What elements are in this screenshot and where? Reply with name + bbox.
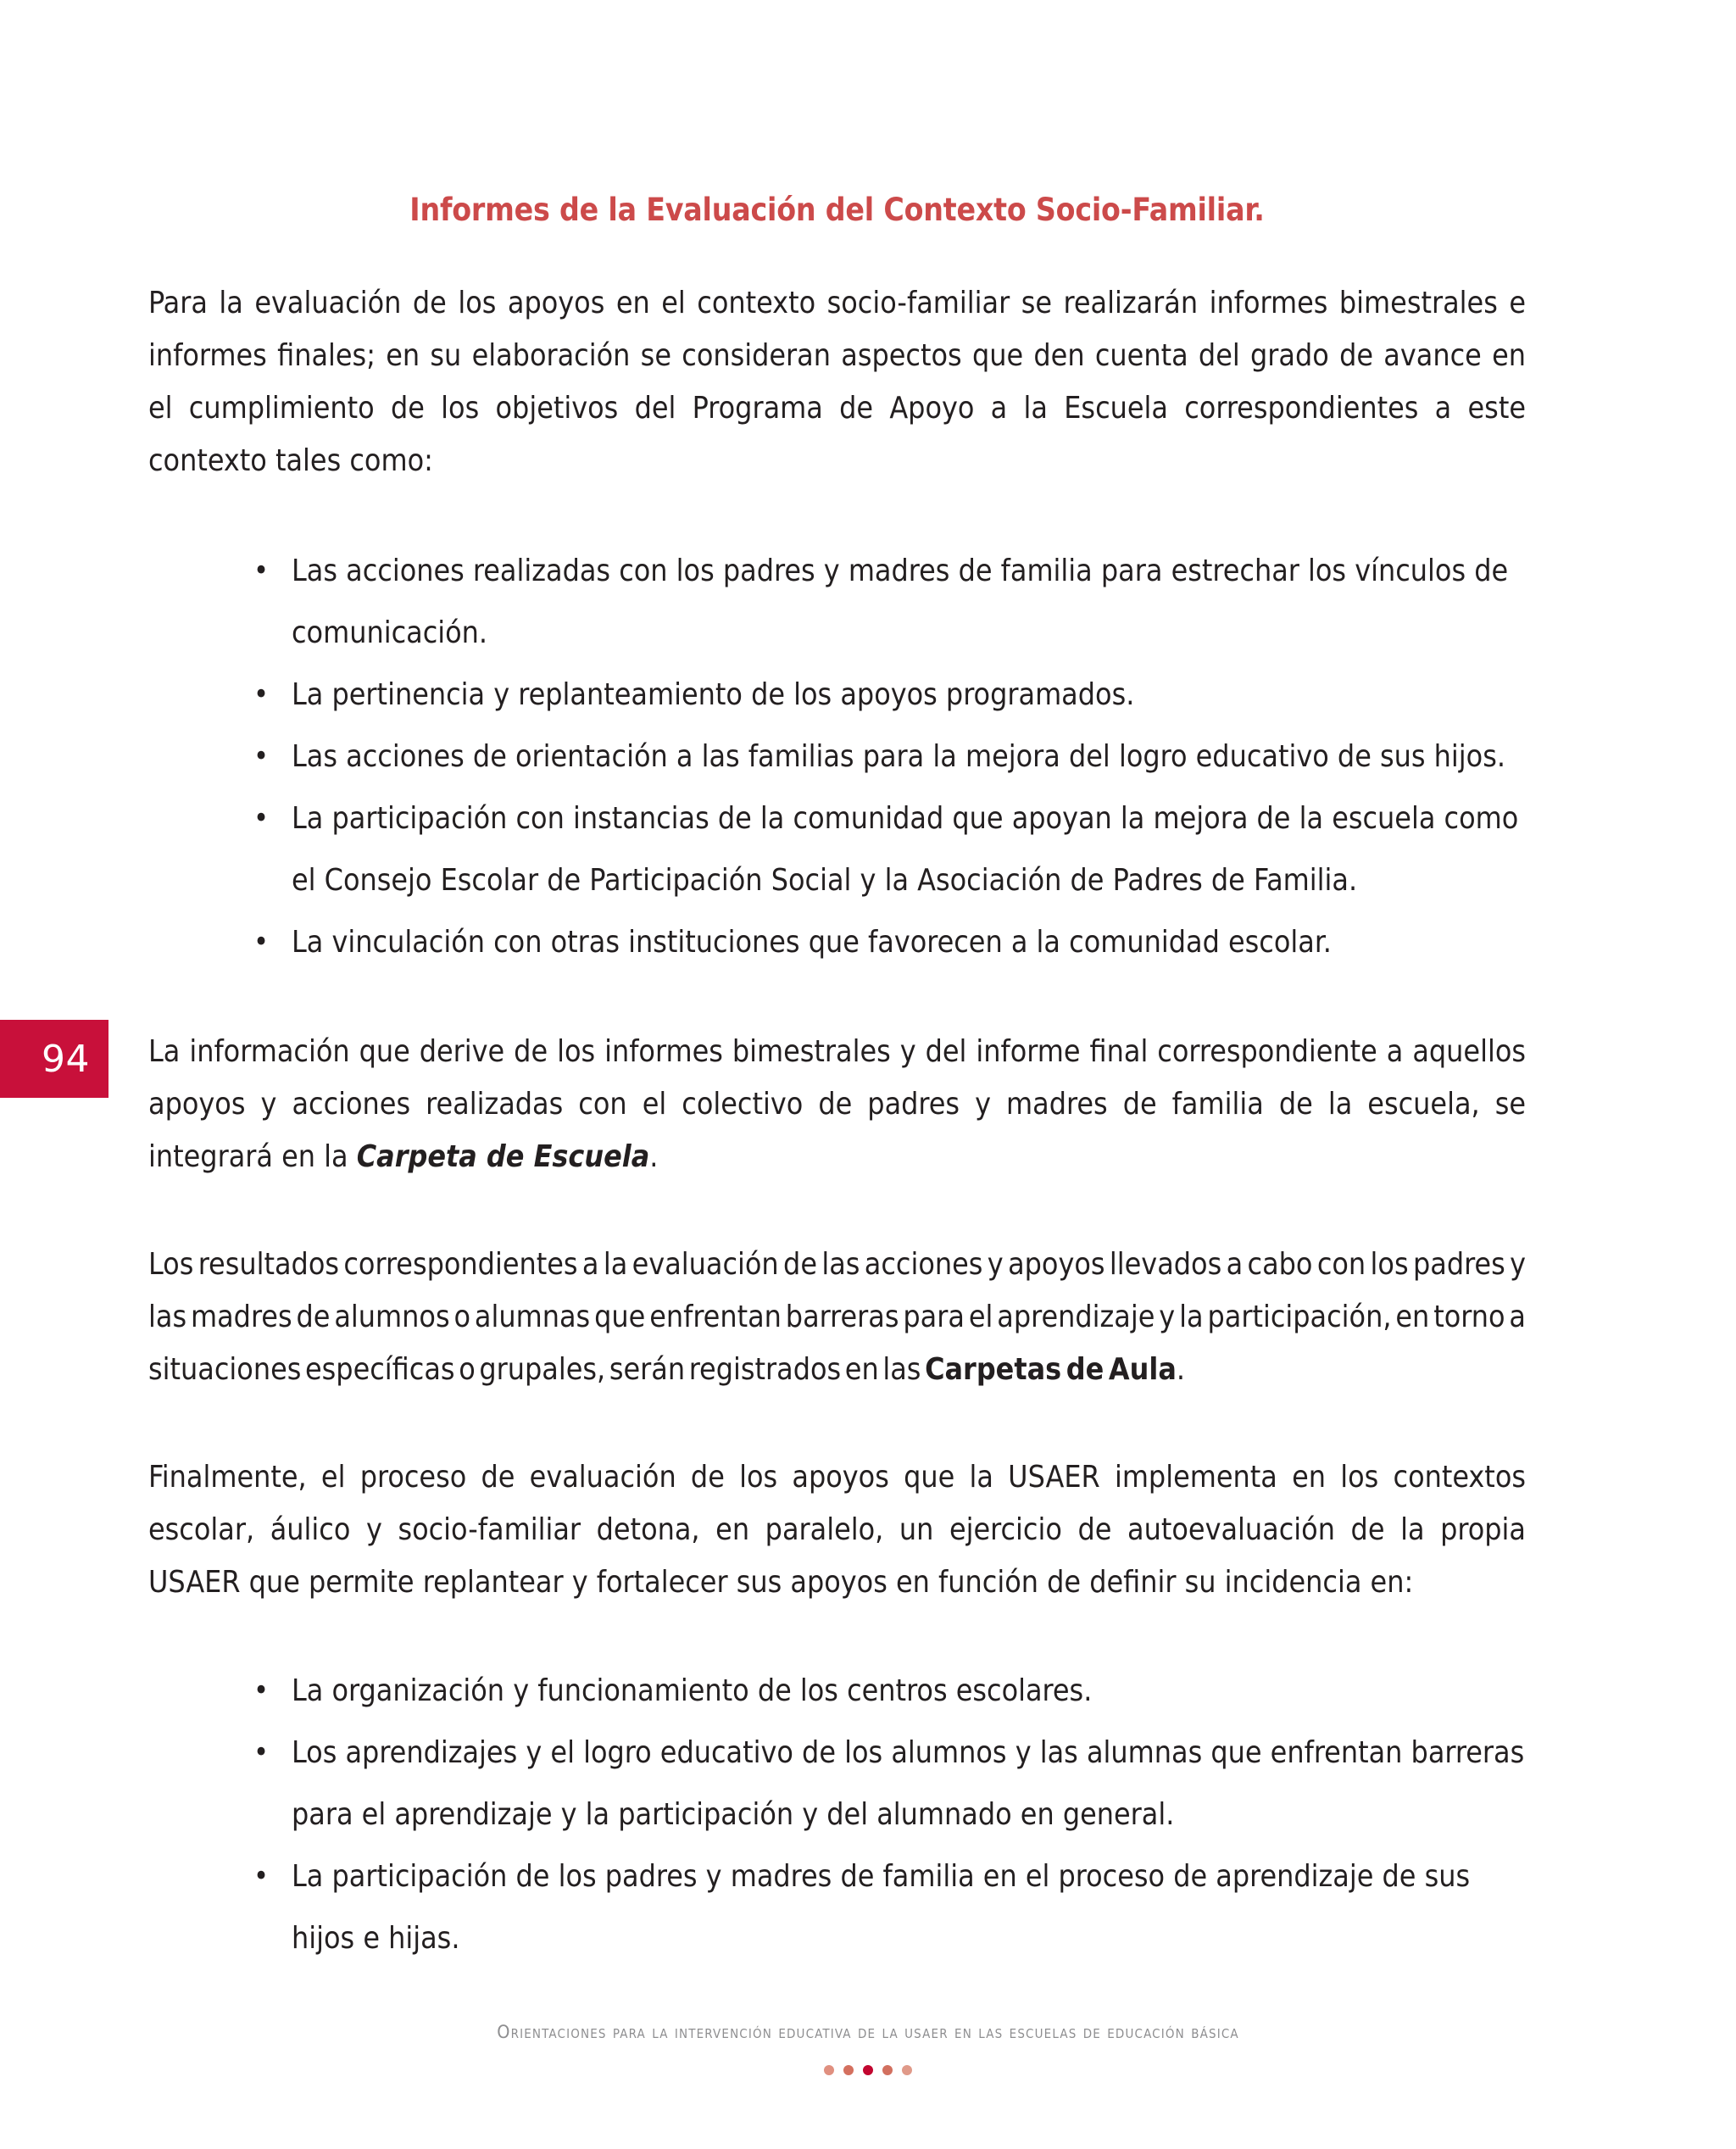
paragraph-text-lead: Los resultados correspondientes a la evaluación de las acciones y apoyos llevados a cabo con los padres y las madres de alumnos o alumnas que enfrentan barreras para el aprendizaje y la participación, en torno a situaciones específicas o grupales, serán registrados en las <box>148 1247 1526 1388</box>
page-number-value: 94 <box>42 1037 90 1081</box>
page-number-tab <box>0 1020 108 1098</box>
ornament-dot <box>863 2065 873 2075</box>
bullet-marker-icon: • <box>253 739 270 774</box>
list-item-text: Las acciones de orientación a las familias para la mejora del logro educativo de sus hijos. <box>292 739 1505 775</box>
bullet-marker-icon: • <box>253 1673 270 1708</box>
list-item <box>248 1722 1526 1846</box>
paragraph-informacion-deriva <box>148 1026 1526 1183</box>
list-item <box>248 540 1526 664</box>
bullet-marker-icon: • <box>253 1735 270 1770</box>
list-item <box>248 788 1526 911</box>
list-item <box>248 1846 1526 1969</box>
bullet-marker-icon: • <box>253 677 270 712</box>
bullet-list-incidencia <box>148 1660 1526 1969</box>
list-item <box>248 1660 1526 1722</box>
ornament-dot <box>902 2065 912 2075</box>
paragraph-text-tail: . <box>649 1139 659 1175</box>
list-item-text: La pertinencia y replanteamiento de los apoyos programados. <box>292 677 1135 713</box>
bullet-marker-icon: • <box>253 1859 270 1894</box>
footer-running-title: Orientaciones para la intervención educativa de la usaer en las escuelas de educación básica <box>497 2022 1239 2043</box>
page-title: Informes de la Evaluación del Contexto Socio-Familiar. <box>409 192 1265 228</box>
ornament-dot <box>882 2065 893 2075</box>
ornament-dot <box>824 2065 834 2075</box>
emphasis-carpeta-de-escuela: Carpeta de Escuela <box>356 1139 650 1175</box>
paragraph-finalmente: Finalmente, el proceso de evaluación de los apoyos que la USAER implementa en los contextos escolar, áulico y socio-familiar detona, en paralelo, un ejercicio de autoevaluación de la propia USAER que permite replantear y fortalecer sus apoyos en función de definir su incidencia en: <box>148 1460 1526 1601</box>
bullet-marker-icon: • <box>253 925 270 960</box>
list-item-text: La organización y funcionamiento de los centros escolares. <box>292 1673 1093 1709</box>
footer-ornament-dots <box>0 2065 1736 2075</box>
paragraph-intro: Para la evaluación de los apoyos en el contexto socio-familiar se realizarán informes bimestrales e informes finales; en su elaboración se consideran aspectos que den cuenta del grado de avance en el cumplimiento de los objetivos del Programa de Apoyo a la Escuela correspondientes a este contexto tales como: <box>148 286 1526 479</box>
bullet-marker-icon: • <box>253 801 270 836</box>
paragraph-resultados <box>148 1239 1526 1396</box>
list-item-text: Las acciones realizadas con los padres y madres de familia para estrechar los vínculos de comunicación. <box>292 554 1509 651</box>
list-item <box>248 726 1526 788</box>
page-content <box>148 0 1526 1969</box>
list-item-text: La participación de los padres y madres de familia en el proceso de aprendizaje de sus hijos e hijas. <box>292 1859 1471 1957</box>
bullet-marker-icon: • <box>253 554 270 588</box>
list-item <box>248 911 1526 973</box>
ornament-dot <box>843 2065 854 2075</box>
list-item-text: La participación con instancias de la comunidad que apoyan la mejora de la escuela como el Consejo Escolar de Participación Social y la Asociación de Padres de Familia. <box>292 801 1519 899</box>
list-item-text: Los aprendizajes y el logro educativo de los alumnos y las alumnas que enfrentan barreras para el aprendizaje y la participación y del alumnado en general. <box>292 1735 1525 1833</box>
paragraph-text-tail: . <box>1176 1352 1186 1388</box>
list-item-text: La vinculación con otras instituciones que favorecen a la comunidad escolar. <box>292 925 1332 960</box>
paragraph-text-lead: La información que derive de los informes bimestrales y del informe final correspondiente a aquellos apoyos y acciones realizadas con el colectivo de padres y madres de familia de la escuela, se integrará en la <box>148 1034 1526 1175</box>
list-item <box>248 664 1526 726</box>
emphasis-carpetas-de-aula: Carpetas de Aula <box>925 1352 1177 1388</box>
bullet-list-informes <box>148 540 1526 973</box>
page-footer <box>0 2022 1736 2075</box>
